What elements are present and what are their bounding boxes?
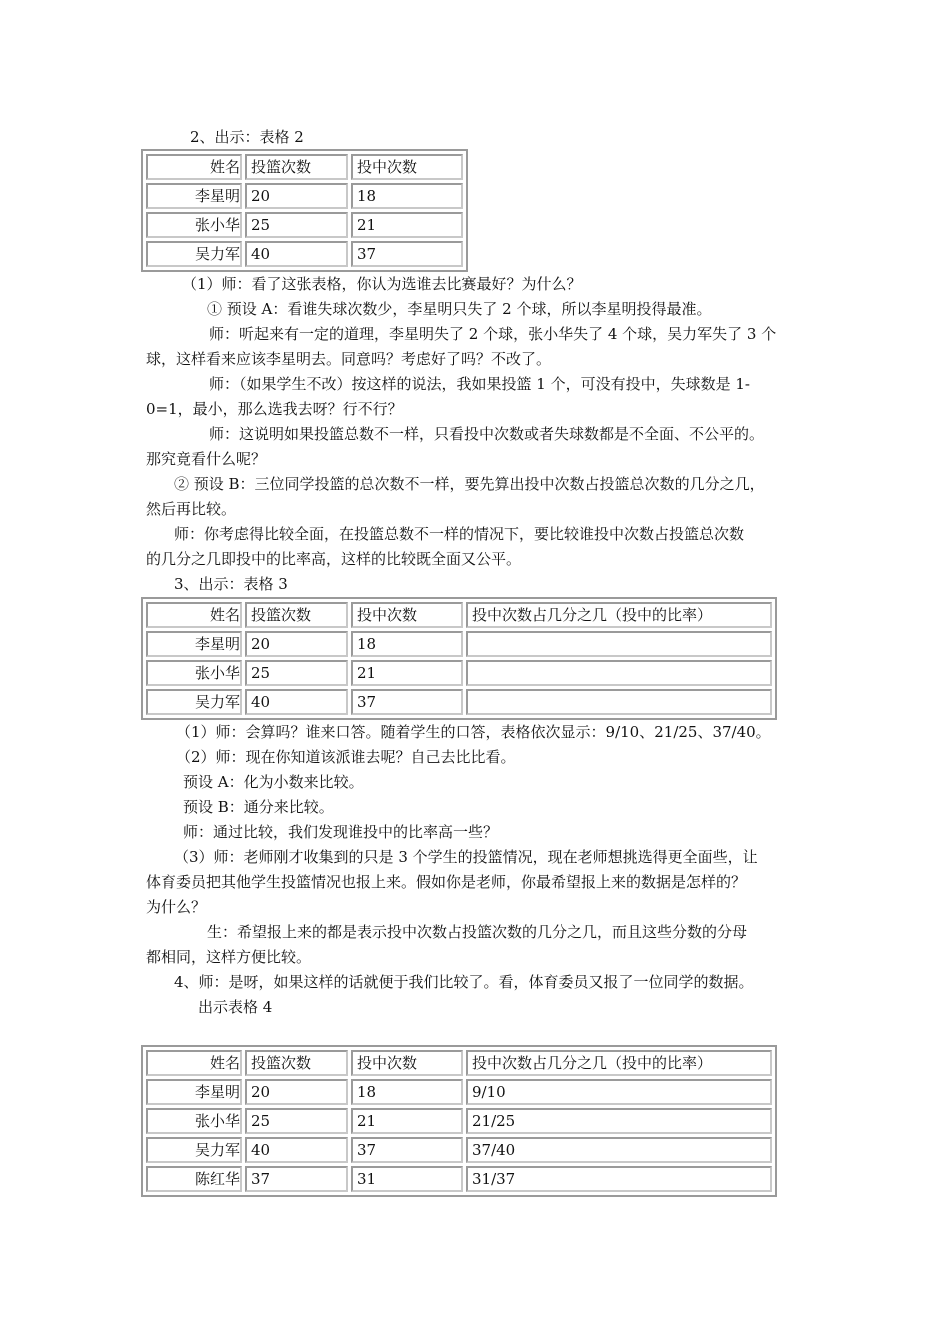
table-row xyxy=(146,1079,772,1105)
paragraph-line: （2）师：现在你知道该派谁去呢？自己去比比看。 xyxy=(176,748,516,766)
paragraph-line: 都相同，这样方便比较。 xyxy=(146,948,312,966)
attempts-cell: 25 xyxy=(245,660,348,686)
name-cell: 张小华 xyxy=(146,1108,242,1134)
header-cell: 姓名 xyxy=(146,602,242,628)
ratio-cell: 9/10 xyxy=(466,1079,772,1105)
paragraph-line: 师：（如果学生不改）按这样的说法，我如果投篮 1 个，可没有投中，失球数是 1- xyxy=(209,375,750,393)
ratio-cell xyxy=(466,660,772,686)
paragraph-line: 生：希望报上来的都是表示投中次数占投篮次数的几分之几，而且这些分数的分母 xyxy=(207,923,748,941)
hits-cell: 37 xyxy=(351,1137,463,1163)
table-row xyxy=(146,183,463,209)
paragraph-line: 预设 B：通分来比较。 xyxy=(183,798,334,816)
paragraph-line: 然后再比较。 xyxy=(146,500,237,518)
ratio-cell xyxy=(466,689,772,715)
paragraph-line: 0=1，最小，那么选我去呀？行不行？ xyxy=(146,400,403,418)
hits-cell: 21 xyxy=(351,1108,463,1134)
table-header-row xyxy=(146,154,463,180)
table-row xyxy=(146,212,463,238)
paragraph-line: 球，这样看来应该李星明去。同意吗？考虑好了吗？不改了。 xyxy=(146,350,552,368)
attempts-cell: 37 xyxy=(245,1166,348,1192)
header-cell: 姓名 xyxy=(146,154,242,180)
name-cell: 李星明 xyxy=(146,1079,242,1105)
header-cell: 投篮次数 xyxy=(245,1050,348,1076)
header-cell: 投中次数 xyxy=(351,154,463,180)
table-row xyxy=(146,689,772,715)
ratio-cell: 21/25 xyxy=(466,1108,772,1134)
name-cell: 李星明 xyxy=(146,183,242,209)
paragraph-line: （1）师：看了这张表格，你认为选谁去比赛最好？为什么？ xyxy=(182,275,582,293)
hits-cell: 18 xyxy=(351,1079,463,1105)
table-row xyxy=(146,241,463,267)
table-row xyxy=(146,660,772,686)
header-cell: 投中次数占几分之几（投中的比率） xyxy=(466,1050,772,1076)
name-cell: 吴力军 xyxy=(146,241,242,267)
name-cell: 张小华 xyxy=(146,660,242,686)
paragraph-line: 体育委员把其他学生投篮情况也报上来。假如你是老师，你最希望报上来的数据是怎样的？ xyxy=(146,873,747,891)
paragraph-line: ② 预设 B：三位同学投篮的总次数不一样，要先算出投中次数占投篮总次数的几分之几， xyxy=(174,475,765,493)
hits-cell: 21 xyxy=(351,660,463,686)
name-cell: 陈红华 xyxy=(146,1166,242,1192)
paragraph-line: 的几分之几即投中的比率高，这样的比较既全面又公平。 xyxy=(146,550,522,568)
header-cell: 投中次数 xyxy=(351,1050,463,1076)
paragraph-line: （1）师：会算吗？谁来口答。随着学生的口答，表格依次显示：9/10、21/25、37/40。 xyxy=(176,723,771,741)
header-cell: 姓名 xyxy=(146,1050,242,1076)
paragraph-line: 那究竟看什么呢？ xyxy=(146,450,267,468)
paragraph-line: 4、师：是呀，如果这样的话就便于我们比较了。看，体育委员又报了一位同学的数据。 xyxy=(174,973,754,991)
attempts-cell: 40 xyxy=(245,689,348,715)
hits-cell: 37 xyxy=(351,689,463,715)
table-row xyxy=(146,1108,772,1134)
attempts-cell: 40 xyxy=(245,1137,348,1163)
name-cell: 李星明 xyxy=(146,631,242,657)
paragraph-line: 为什么？ xyxy=(146,898,207,916)
ratio-cell: 31/37 xyxy=(466,1166,772,1192)
header-cell: 投篮次数 xyxy=(245,602,348,628)
table-row xyxy=(146,1166,772,1192)
attempts-cell: 20 xyxy=(245,183,348,209)
section-3-heading: 3、出示：表格 3 xyxy=(174,575,288,593)
paragraph-line: （3）师：老师刚才收集到的只是 3 个学生的投篮情况，现在老师想挑选得更全面些，让 xyxy=(174,848,758,866)
ratio-cell: 37/40 xyxy=(466,1137,772,1163)
section-2-heading: 2、出示：表格 2 xyxy=(190,128,304,146)
paragraph-line: 师：听起来有一定的道理，李星明失了 2 个球，张小华失了 4 个球，吴力军失了 3 个 xyxy=(209,325,777,343)
hits-cell: 37 xyxy=(351,241,463,267)
attempts-cell: 25 xyxy=(245,1108,348,1134)
attempts-cell: 25 xyxy=(245,212,348,238)
table-3 xyxy=(141,597,777,720)
table-4 xyxy=(141,1045,777,1197)
paragraph-line: 预设 A：化为小数来比较。 xyxy=(183,773,364,791)
name-cell: 吴力军 xyxy=(146,689,242,715)
hits-cell: 18 xyxy=(351,631,463,657)
table-row xyxy=(146,631,772,657)
attempts-cell: 40 xyxy=(245,241,348,267)
ratio-cell xyxy=(466,631,772,657)
header-cell: 投中次数占几分之几（投中的比率） xyxy=(466,602,772,628)
paragraph-line: 师：通过比较，我们发现谁投中的比率高一些？ xyxy=(183,823,499,841)
table-2 xyxy=(141,149,468,272)
paragraph-line: ① 预设 A：看谁失球次数少，李星明只失了 2 个球，所以李星明投得最准。 xyxy=(207,300,712,318)
hits-cell: 31 xyxy=(351,1166,463,1192)
table-header-row xyxy=(146,1050,772,1076)
header-cell: 投中次数 xyxy=(351,602,463,628)
table-row xyxy=(146,1137,772,1163)
hits-cell: 18 xyxy=(351,183,463,209)
name-cell: 张小华 xyxy=(146,212,242,238)
hits-cell: 21 xyxy=(351,212,463,238)
name-cell: 吴力军 xyxy=(146,1137,242,1163)
paragraph-line: 师：你考虑得比较全面，在投篮总数不一样的情况下，要比较谁投中次数占投篮总次数 xyxy=(174,525,745,543)
attempts-cell: 20 xyxy=(245,1079,348,1105)
attempts-cell: 20 xyxy=(245,631,348,657)
paragraph-line: 师：这说明如果投篮总数不一样，只看投中次数或者失球数都是不全面、不公平的。 xyxy=(209,425,765,443)
table-header-row xyxy=(146,602,772,628)
header-cell: 投篮次数 xyxy=(245,154,348,180)
paragraph-line: 出示表格 4 xyxy=(198,998,273,1016)
